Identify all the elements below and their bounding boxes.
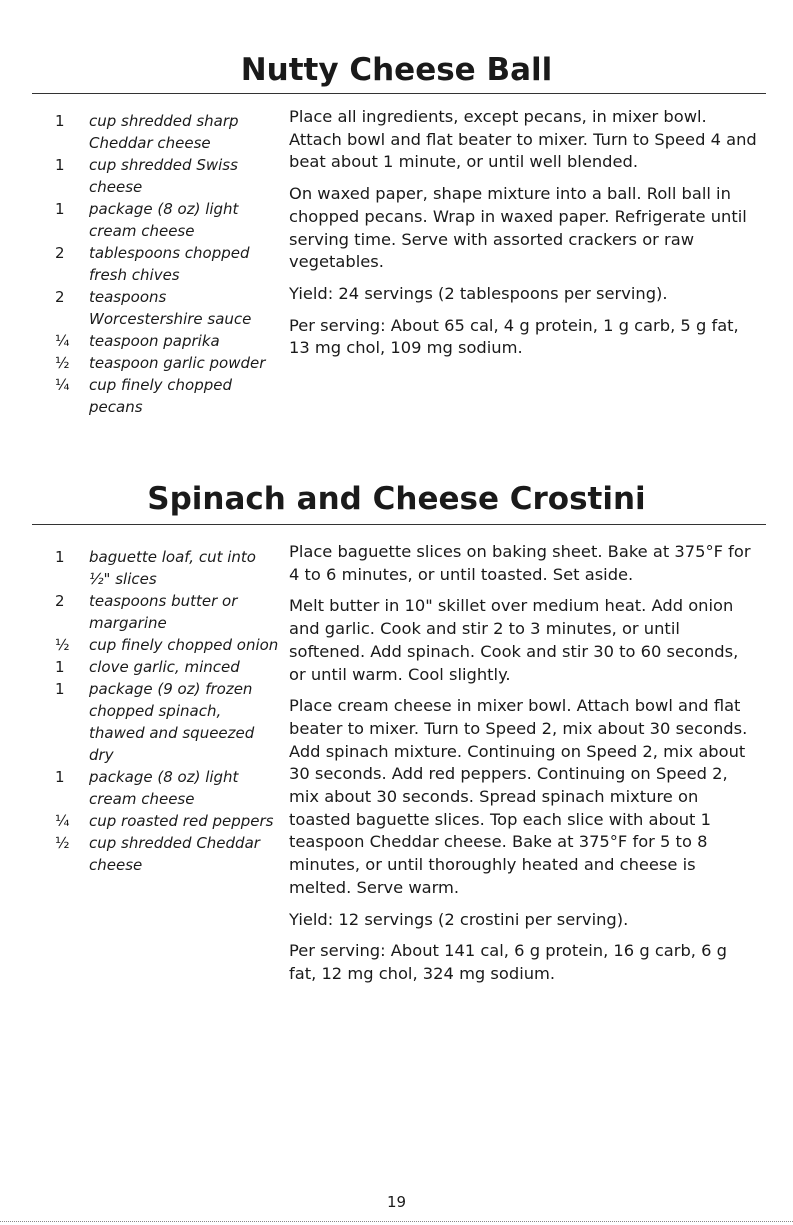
nutrition-text: Per serving: About 141 cal, 6 g protein, 16 g carb, 6 g fat, 12 mg chol, 324 mg sodium. — [289, 941, 728, 983]
ingredient-text: cup roasted red peppers — [89, 812, 274, 830]
ingredient-item — [55, 546, 280, 590]
ingredient-item — [55, 352, 280, 374]
ingredient-quantity: 1 — [55, 680, 65, 698]
ingredient-quantity: 2 — [55, 288, 65, 306]
ingredient-item — [55, 810, 280, 832]
ingredient-quantity: 1 — [55, 200, 65, 218]
ingredient-quantity: ½ — [55, 636, 70, 654]
ingredient-text: teaspoons Worcestershire sauce — [89, 288, 252, 328]
direction-paragraph: Place all ingredients, except pecans, in mixer bowl. Attach bowl and flat beater to mixer. Turn to Speed 4 and beat about 1 minute, or until well blended. — [289, 107, 757, 172]
ingredient-item — [55, 154, 280, 198]
title-rule — [32, 93, 766, 94]
directions-spinach-cheese-crostini — [289, 541, 759, 995]
ingredient-text: teaspoon garlic powder — [89, 354, 266, 372]
ingredient-text: cup finely chopped pecans — [89, 376, 233, 416]
ingredient-item — [55, 110, 280, 154]
direction-paragraph: Melt butter in 10" skillet over medium heat. Add onion and garlic. Cook and stir 2 to 3 minutes, or until softened. Add spinach. Cook and stir 30 to 60 seconds, or until warm. Cool slightly. — [289, 596, 739, 684]
ingredient-item — [55, 832, 280, 876]
ingredient-text: teaspoons butter or margarine — [89, 592, 238, 632]
ingredient-quantity: 1 — [55, 112, 65, 130]
ingredient-quantity: ¼ — [55, 332, 70, 350]
direction-paragraph: On waxed paper, shape mixture into a ball. Roll ball in chopped pecans. Wrap in waxed paper. Refrigerate until serving time. Serve with assorted crackers or raw vegetables. — [289, 184, 747, 272]
ingredient-quantity: 1 — [55, 156, 65, 174]
direction-paragraph: Place baguette slices on baking sheet. Bake at 375°F for 4 to 6 minutes, or until toasted. Set aside. — [289, 542, 751, 584]
ingredient-text: cup finely chopped onion — [89, 636, 279, 654]
direction-paragraph: Place cream cheese in mixer bowl. Attach bowl and flat beater to mixer. Turn to Speed 2, mix about 30 seconds. Add spinach mixture. Continuing on Speed 2, mix about 30 seconds. Add red peppers. Continuing on Speed 2, mix about 30 seconds. Spread spinach mixture on toasted baguette slices. Top each slice with about 1 teaspoon Cheddar cheese. Bake at 375°F for 5 to 8 minutes, or until thoroughly heated and cheese is melted. Serve warm. — [289, 696, 748, 897]
ingredient-quantity: 1 — [55, 768, 65, 786]
directions-nutty-cheese-ball — [289, 106, 759, 369]
ingredient-text: cup shredded Swiss cheese — [89, 156, 238, 196]
ingredient-quantity: 2 — [55, 244, 65, 262]
ingredient-quantity: ½ — [55, 834, 70, 852]
nutrition-text: Per serving: About 65 cal, 4 g protein, 1 g carb, 5 g fat, 13 mg chol, 109 mg sodium. — [289, 315, 739, 358]
page-number: 19 — [386, 1193, 407, 1211]
ingredient-item — [55, 590, 280, 634]
ingredient-item — [55, 374, 280, 418]
ingredient-list-nutty-cheese-ball — [55, 110, 280, 418]
ingredient-text: cup shredded sharp Cheddar cheese — [89, 112, 239, 152]
ingredient-item — [55, 678, 280, 766]
ingredient-list-spinach-cheese-crostini — [55, 546, 280, 876]
ingredient-text: baguette loaf, cut into ½" slices — [89, 548, 256, 588]
ingredient-text: package (8 oz) light cream cheese — [89, 768, 239, 808]
ingredient-quantity: 2 — [55, 592, 65, 610]
yield-text: Yield: 12 servings (2 crostini per serving). — [289, 909, 629, 929]
ingredient-item — [55, 330, 280, 352]
page-bottom-edge — [0, 1221, 793, 1222]
ingredient-text: cup shredded Cheddar cheese — [89, 834, 260, 874]
ingredient-quantity: ¼ — [55, 812, 70, 830]
title-rule — [32, 524, 766, 525]
ingredient-item — [55, 286, 280, 330]
yield-text: Yield: 24 servings (2 tablespoons per serving). — [289, 283, 668, 303]
ingredient-text: package (9 oz) frozen chopped spinach, thawed and squeezed dry — [89, 680, 255, 764]
ingredient-item — [55, 656, 280, 678]
ingredient-item — [55, 242, 280, 286]
ingredient-text: teaspoon paprika — [89, 332, 220, 350]
ingredient-item — [55, 766, 280, 810]
ingredient-quantity: ½ — [55, 354, 70, 372]
ingredient-item — [55, 634, 280, 656]
ingredient-text: package (8 oz) light cream cheese — [89, 200, 239, 240]
recipe-title-nutty-cheese-ball: Nutty Cheese Ball — [240, 52, 553, 88]
ingredient-text: clove garlic, minced — [89, 658, 240, 676]
ingredient-item — [55, 198, 280, 242]
ingredient-quantity: ¼ — [55, 376, 70, 394]
ingredient-text: tablespoons chopped fresh chives — [89, 244, 250, 284]
recipe-title-spinach-cheese-crostini: Spinach and Cheese Crostini — [147, 481, 646, 517]
ingredient-quantity: 1 — [55, 658, 65, 676]
ingredient-quantity: 1 — [55, 548, 65, 566]
